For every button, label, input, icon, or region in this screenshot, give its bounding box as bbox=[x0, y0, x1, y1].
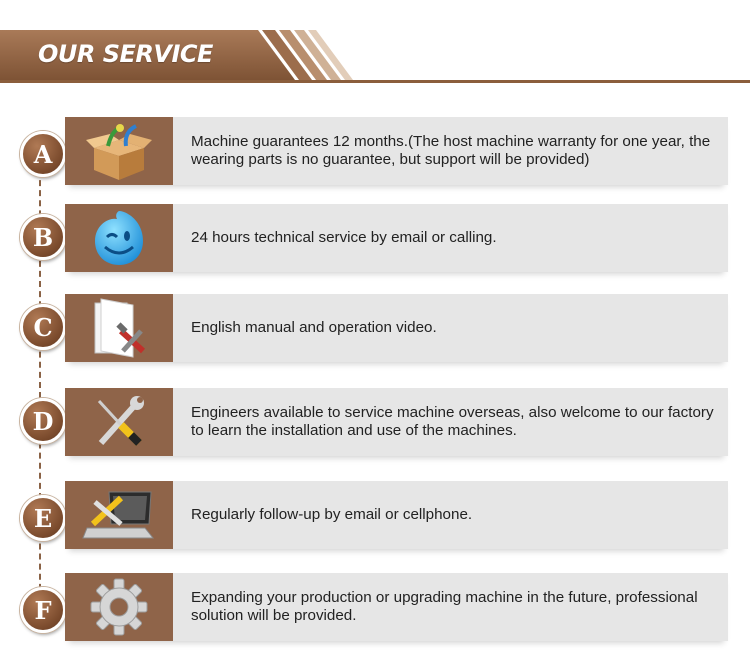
service-text: Expanding your production or upgrading machine in the future, professional solution will be provided. bbox=[191, 589, 698, 624]
service-card bbox=[65, 294, 728, 362]
service-row-c bbox=[0, 294, 750, 374]
service-card bbox=[65, 388, 728, 456]
service-text: English manual and operation video. bbox=[191, 319, 437, 336]
service-card bbox=[65, 573, 728, 641]
gear-icon bbox=[65, 573, 173, 641]
service-text: Machine guarantees 12 months.(The host machine warranty for one year, the wearing parts is no guarantee, but support will be provided) bbox=[191, 133, 711, 168]
wrench-screwdriver-icon bbox=[65, 388, 173, 456]
support-smiley-icon bbox=[65, 204, 173, 272]
service-letter-badge: E bbox=[20, 495, 66, 541]
box-tools-icon bbox=[65, 117, 173, 185]
service-card bbox=[65, 117, 728, 185]
service-letter-badge: D bbox=[20, 398, 66, 444]
page-title: OUR SERVICE bbox=[38, 40, 213, 68]
service-row-e bbox=[0, 481, 750, 561]
service-row-d bbox=[0, 388, 750, 468]
header-divider bbox=[0, 80, 750, 83]
service-row-f bbox=[0, 573, 750, 653]
service-text: Engineers available to service machine overseas, also welcome to our factory to learn the installation and use of the machines. bbox=[191, 404, 714, 439]
service-row-a bbox=[0, 117, 750, 197]
service-letter-badge: C bbox=[20, 304, 66, 350]
service-card bbox=[65, 481, 728, 549]
service-row-b bbox=[0, 204, 750, 284]
service-letter-badge: A bbox=[20, 131, 66, 177]
service-text: 24 hours technical service by email or calling. bbox=[191, 229, 497, 246]
laptop-tools-icon bbox=[65, 481, 173, 549]
service-text: Regularly follow-up by email or cellphone. bbox=[191, 506, 473, 523]
service-letter-badge: B bbox=[20, 214, 66, 260]
manual-folder-icon bbox=[65, 294, 173, 362]
service-letter-badge: F bbox=[20, 587, 66, 633]
service-card bbox=[65, 204, 728, 272]
